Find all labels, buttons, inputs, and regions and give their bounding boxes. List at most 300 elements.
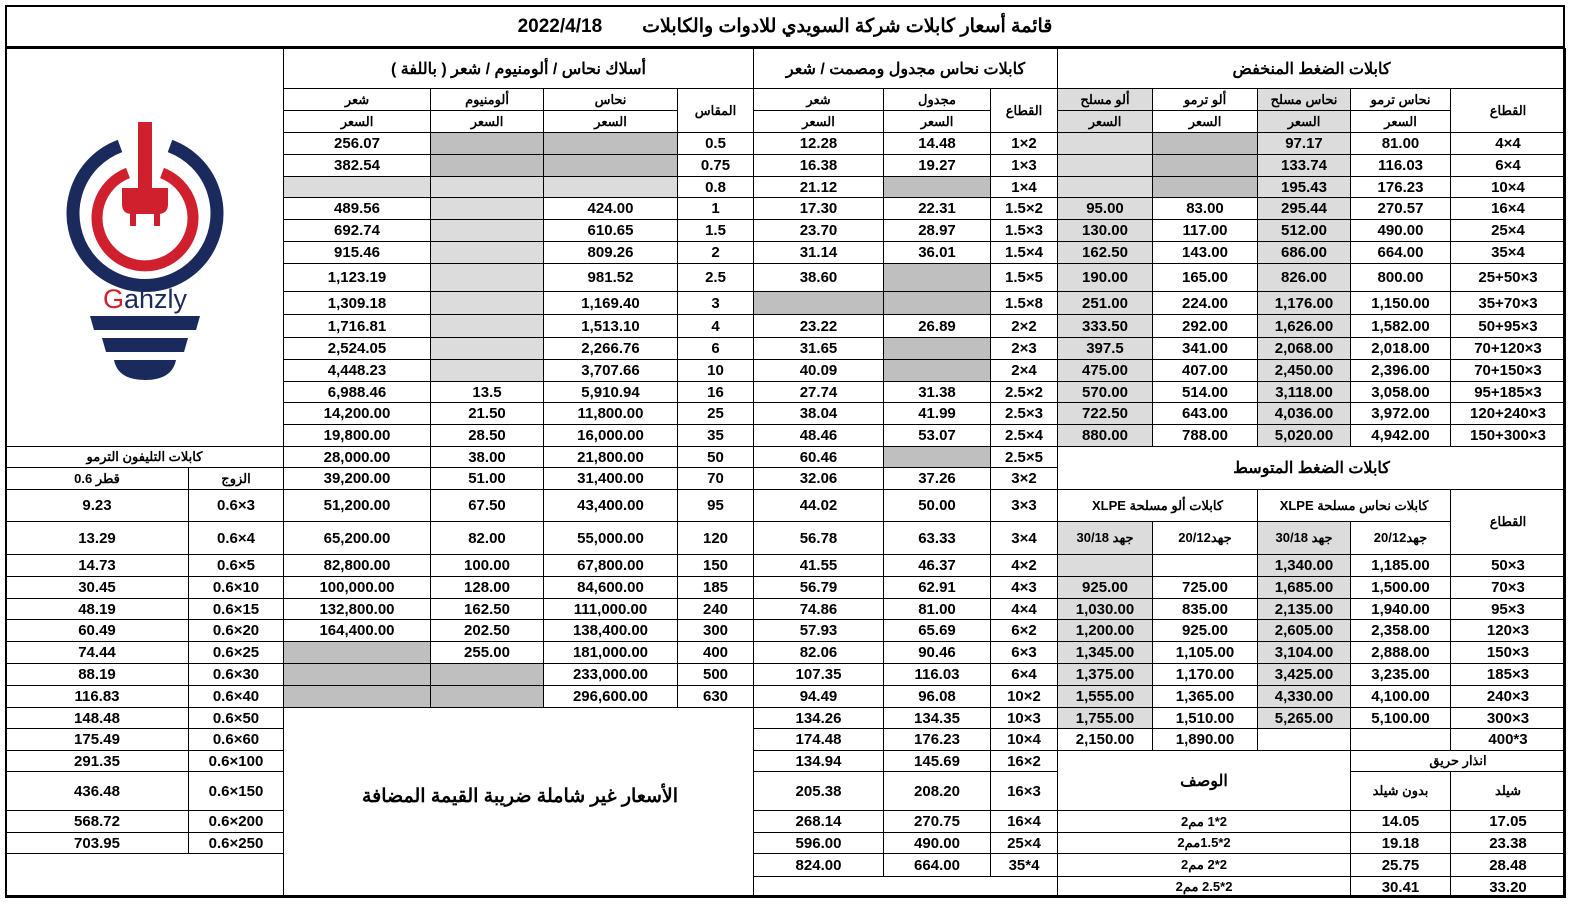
wire-aluminum-price: 21.50 xyxy=(430,402,544,425)
price-subheader: السعر xyxy=(283,110,431,133)
wires-aluminum-header: ألومنيوم xyxy=(430,88,544,111)
mv-price: 5,100.00 xyxy=(1350,707,1451,729)
copper-flex-price xyxy=(753,291,884,315)
lv-cu-armored-price: 3,118.00 xyxy=(1257,381,1351,403)
lv-section: 16×4 xyxy=(1450,197,1566,220)
mv-price: 1,365.00 xyxy=(1152,685,1258,708)
wire-flex-price: 132,800.00 xyxy=(283,598,431,620)
logo-area xyxy=(5,48,284,447)
copper-stranded-price: 176.23 xyxy=(883,728,991,751)
lv-cu-thermo-price: 2,396.00 xyxy=(1350,359,1451,382)
lv-al-thermo-price: 788.00 xyxy=(1152,424,1258,447)
phone-price: 436.48 xyxy=(5,771,189,811)
lv-al-thermo-price xyxy=(1152,176,1258,198)
phone-pair: 0.6×150 xyxy=(188,771,284,811)
wire-size: 300 xyxy=(677,619,754,642)
wire-size: 2 xyxy=(677,241,754,264)
wire-size: 2.5 xyxy=(677,263,754,292)
phone-price: 703.95 xyxy=(5,832,189,854)
copper-stranded-price: 116.03 xyxy=(883,663,991,686)
wire-copper-price: 1,513.10 xyxy=(543,314,678,338)
phone-price: 175.49 xyxy=(5,728,189,751)
copper-section-header: القطاع xyxy=(990,88,1058,133)
copper-section: 2.5×4 xyxy=(990,424,1058,447)
mv-section: 400*3 xyxy=(1450,728,1566,751)
copper-flex-price: 17.30 xyxy=(753,197,884,220)
copper-section: 1.5×8 xyxy=(990,291,1058,315)
lv-cu-thermo-price: 2,018.00 xyxy=(1350,337,1451,360)
mv-voltage-header: جهد20/12 xyxy=(1350,521,1451,555)
mv-section: 150×3 xyxy=(1450,641,1566,664)
mv-price: 1,345.00 xyxy=(1057,641,1153,664)
copper-section: 4×4 xyxy=(990,598,1058,620)
lv-cu-armored-price: 2,450.00 xyxy=(1257,359,1351,382)
lv-al-armored-price: 190.00 xyxy=(1057,263,1153,292)
copper-flex-price: 60.46 xyxy=(753,446,884,468)
lv-al-thermo-price: 83.00 xyxy=(1152,197,1258,220)
wire-aluminum-price: 100.00 xyxy=(430,554,544,577)
phone-pair: 0.6×40 xyxy=(188,685,284,708)
empty-row xyxy=(753,876,1058,898)
copper-section: 10×4 xyxy=(990,728,1058,751)
copper-section: 2.5×5 xyxy=(990,446,1058,468)
lv-section: 35×4 xyxy=(1450,241,1566,264)
wire-size: 1.5 xyxy=(677,219,754,242)
copper-flex-price: 12.28 xyxy=(753,132,884,155)
fire-unshielded-price: 25.75 xyxy=(1350,853,1451,877)
copper-stranded-price xyxy=(883,291,991,315)
phone-price: 13.29 xyxy=(5,521,189,555)
price-subheader: السعر xyxy=(543,110,678,133)
fire-shielded-price: 28.48 xyxy=(1450,853,1566,877)
wire-size: 120 xyxy=(677,521,754,555)
wire-copper-price: 296,600.00 xyxy=(543,685,678,708)
copper-flex-price: 824.00 xyxy=(753,853,884,877)
mv-section-header: القطاع xyxy=(1450,489,1566,555)
lv-section: 50+95×3 xyxy=(1450,314,1566,338)
wire-copper-price: 11,800.00 xyxy=(543,402,678,425)
wire-aluminum-price: 162.50 xyxy=(430,598,544,620)
lv-section: 25+50×3 xyxy=(1450,263,1566,292)
wire-size: 16 xyxy=(677,381,754,403)
copper-section: 35*4 xyxy=(990,853,1058,877)
mv-voltage-header: جهد 30/18 xyxy=(1057,521,1153,555)
wire-size: 630 xyxy=(677,685,754,708)
lv-al-thermo-price: 143.00 xyxy=(1152,241,1258,264)
phone-pair: 0.6×100 xyxy=(188,750,284,772)
table-frame xyxy=(5,5,1565,48)
copper-flex-price: 134.94 xyxy=(753,750,884,772)
wire-flex-price: 6,988.46 xyxy=(283,381,431,403)
phone-pair: 0.6×250 xyxy=(188,832,284,854)
mv-price: 1,510.00 xyxy=(1152,707,1258,729)
lv-cu-thermo-price: 116.03 xyxy=(1350,154,1451,177)
lv-cu-armored-price: 133.74 xyxy=(1257,154,1351,177)
phone-price: 48.19 xyxy=(5,598,189,620)
phone-pair: 0.6×4 xyxy=(188,521,284,555)
phone-price: 568.72 xyxy=(5,810,189,833)
wire-flex-price xyxy=(283,663,431,686)
wire-flex-price: 100,000.00 xyxy=(283,576,431,599)
mv-copper-xlpe-header: كابلات نحاس مسلحة XLPE xyxy=(1257,489,1451,522)
copper-stranded-price: 490.00 xyxy=(883,832,991,854)
wire-flex-price xyxy=(283,176,431,198)
copper-stranded-price: 26.89 xyxy=(883,314,991,338)
wire-aluminum-price xyxy=(430,154,544,177)
mv-price: 1,030.00 xyxy=(1057,598,1153,620)
lv-al-armored-price: 722.50 xyxy=(1057,402,1153,425)
wire-size: 70 xyxy=(677,467,754,490)
wire-flex-price: 489.56 xyxy=(283,197,431,220)
copper-section: 10×3 xyxy=(990,707,1058,729)
mv-price: 2,150.00 xyxy=(1057,728,1153,751)
phone-price: 148.48 xyxy=(5,707,189,729)
mv-aluminum-xlpe-header: كابلات ألو مسلحة XLPE xyxy=(1057,489,1258,522)
wire-aluminum-price xyxy=(430,291,544,315)
phone-diameter-header: قطر 0.6 xyxy=(5,467,189,490)
wire-size: 6 xyxy=(677,337,754,360)
wire-aluminum-price: 67.50 xyxy=(430,489,544,522)
fire-description: 2*1.5مم2 xyxy=(1057,832,1351,854)
mv-price xyxy=(1057,554,1153,577)
lv-cu-thermo-price: 1,150.00 xyxy=(1350,291,1451,315)
copper-stranded-price: 62.91 xyxy=(883,576,991,599)
wire-flex-price: 28,000.00 xyxy=(283,446,431,468)
lv-cu-thermo-price: 4,942.00 xyxy=(1350,424,1451,447)
mv-price: 5,265.00 xyxy=(1257,707,1351,729)
copper-flex-header: شعر xyxy=(753,88,884,111)
copper-stranded-price: 14.48 xyxy=(883,132,991,155)
mv-price: 1,940.00 xyxy=(1350,598,1451,620)
copper-stranded-price xyxy=(883,359,991,382)
fire-shielded-price: 33.20 xyxy=(1450,876,1566,898)
phone-pair: 0.6×5 xyxy=(188,554,284,577)
price-subheader: السعر xyxy=(1350,110,1451,133)
mv-price xyxy=(1152,554,1258,577)
wire-copper-price: 181,000.00 xyxy=(543,641,678,664)
lv-al-thermo-price xyxy=(1152,154,1258,177)
mv-section: 240×3 xyxy=(1450,685,1566,708)
copper-section: 16×3 xyxy=(990,771,1058,811)
wires-section-title: أسلاك نحاس / ألومنيوم / شعر ( باللفة ) xyxy=(283,48,754,89)
fire-shielded-header: شيلد xyxy=(1450,771,1566,811)
copper-section: 2.5×3 xyxy=(990,402,1058,425)
mv-price: 1,755.00 xyxy=(1057,707,1153,729)
copper-flex-price: 174.48 xyxy=(753,728,884,751)
wire-size: 3 xyxy=(677,291,754,315)
mv-price: 2,358.00 xyxy=(1350,619,1451,642)
mv-price: 1,340.00 xyxy=(1257,554,1351,577)
mv-section: 300×3 xyxy=(1450,707,1566,729)
copper-flex-price: 56.79 xyxy=(753,576,884,599)
wire-copper-price: 1,169.40 xyxy=(543,291,678,315)
copper-flex-price: 596.00 xyxy=(753,832,884,854)
wire-copper-price: 21,800.00 xyxy=(543,446,678,468)
fire-description: 2*2 مم2 xyxy=(1057,853,1351,877)
wire-flex-price: 256.07 xyxy=(283,132,431,155)
copper-stranded-price: 50.00 xyxy=(883,489,991,522)
copper-stranded-price: 31.38 xyxy=(883,381,991,403)
copper-stranded-price: 65.69 xyxy=(883,619,991,642)
copper-flex-price: 32.06 xyxy=(753,467,884,490)
copper-stranded-price: 19.27 xyxy=(883,154,991,177)
phone-price: 88.19 xyxy=(5,663,189,686)
wires-copper-header: نحاس xyxy=(543,88,678,111)
fire-shielded-price: 17.05 xyxy=(1450,810,1566,833)
mv-price: 2,888.00 xyxy=(1350,641,1451,664)
phone-cables-title: كابلات التليفون الترمو xyxy=(5,446,284,468)
lv-al-thermo-price xyxy=(1152,132,1258,155)
wire-copper-price: 31,400.00 xyxy=(543,467,678,490)
copper-flex-price: 38.04 xyxy=(753,402,884,425)
lv-cu-armored-price: 686.00 xyxy=(1257,241,1351,264)
copper-stranded-header: مجدول xyxy=(883,88,991,111)
lv-al-armored-price xyxy=(1057,154,1153,177)
copper-stranded-price: 28.97 xyxy=(883,219,991,242)
wire-flex-price: 51,200.00 xyxy=(283,489,431,522)
phone-pair: 0.6×3 xyxy=(188,489,284,522)
wire-aluminum-price xyxy=(430,241,544,264)
copper-section: 3×2 xyxy=(990,467,1058,490)
empty-area xyxy=(5,853,284,898)
svg-text:Gahzly: Gahzly xyxy=(102,284,188,314)
lv-cu-thermo-price: 490.00 xyxy=(1350,219,1451,242)
wire-copper-price: 981.52 xyxy=(543,263,678,292)
lv-section: 35+70×3 xyxy=(1450,291,1566,315)
wire-size: 50 xyxy=(677,446,754,468)
lv-cu-armored-price: 1,626.00 xyxy=(1257,314,1351,338)
lv-al-armored-price xyxy=(1057,176,1153,198)
copper-stranded-price: 145.69 xyxy=(883,750,991,772)
copper-flex-price: 27.74 xyxy=(753,381,884,403)
wire-copper-price: 5,910.94 xyxy=(543,381,678,403)
phone-pair: 0.6×60 xyxy=(188,728,284,751)
copper-section: 4×3 xyxy=(990,576,1058,599)
lv-cu-thermo-price: 270.57 xyxy=(1350,197,1451,220)
fire-unshielded-header: بدون شيلد xyxy=(1350,771,1451,811)
lv-al-armored-price: 475.00 xyxy=(1057,359,1153,382)
mv-price: 925.00 xyxy=(1057,576,1153,599)
lv-al-armored-price xyxy=(1057,132,1153,155)
mv-price: 1,685.00 xyxy=(1257,576,1351,599)
lv-section-header: القطاع xyxy=(1450,88,1566,133)
copper-flex-price: 31.65 xyxy=(753,337,884,360)
copper-stranded-price: 96.08 xyxy=(883,685,991,708)
lv-al-armored-price: 880.00 xyxy=(1057,424,1153,447)
phone-pair: 0.6×30 xyxy=(188,663,284,686)
copper-stranded-price: 270.75 xyxy=(883,810,991,833)
copper-section: 6×4 xyxy=(990,663,1058,686)
copper-stranded-price: 53.07 xyxy=(883,424,991,447)
lv-al-thermo-header: ألو ترمو xyxy=(1152,88,1258,111)
wire-aluminum-price: 51.00 xyxy=(430,467,544,490)
price-subheader: السعر xyxy=(753,110,884,133)
copper-flex-price: 205.38 xyxy=(753,771,884,811)
lv-cu-thermo-header: نحاس ترمو xyxy=(1350,88,1451,111)
wire-copper-price: 610.65 xyxy=(543,219,678,242)
wire-aluminum-price: 13.5 xyxy=(430,381,544,403)
copper-flex-price: 40.09 xyxy=(753,359,884,382)
copper-section: 1×3 xyxy=(990,154,1058,177)
mv-price: 725.00 xyxy=(1152,576,1258,599)
copper-stranded-price: 134.35 xyxy=(883,707,991,729)
wire-flex-price: 915.46 xyxy=(283,241,431,264)
wire-copper-price: 43,400.00 xyxy=(543,489,678,522)
wire-flex-price xyxy=(283,685,431,708)
price-subheader: السعر xyxy=(1257,110,1351,133)
copper-flex-price: 48.46 xyxy=(753,424,884,447)
copper-section: 1.5×3 xyxy=(990,219,1058,242)
mv-price: 4,330.00 xyxy=(1257,685,1351,708)
wire-size: 0.75 xyxy=(677,154,754,177)
lv-section: 10×4 xyxy=(1450,176,1566,198)
wire-aluminum-price xyxy=(430,219,544,242)
mv-voltage-header: جهد20/12 xyxy=(1152,521,1258,555)
wire-size: 0.8 xyxy=(677,176,754,198)
price-subheader: السعر xyxy=(1152,110,1258,133)
mv-section: 70×3 xyxy=(1450,576,1566,599)
wire-size: 35 xyxy=(677,424,754,447)
copper-stranded-price xyxy=(883,446,991,468)
fire-unshielded-price: 19.18 xyxy=(1350,832,1451,854)
wire-copper-price: 84,600.00 xyxy=(543,576,678,599)
mv-price: 835.00 xyxy=(1152,598,1258,620)
wire-flex-price: 382.54 xyxy=(283,154,431,177)
wire-aluminum-price xyxy=(430,359,544,382)
lv-cu-armored-price: 512.00 xyxy=(1257,219,1351,242)
mv-price: 1,890.00 xyxy=(1152,728,1258,751)
lv-cu-armored-price: 2,068.00 xyxy=(1257,337,1351,360)
wire-size: 4 xyxy=(677,314,754,338)
wire-copper-price xyxy=(543,154,678,177)
wire-flex-price: 39,200.00 xyxy=(283,467,431,490)
lv-cu-thermo-price: 3,058.00 xyxy=(1350,381,1451,403)
phone-price: 9.23 xyxy=(5,489,189,522)
wire-flex-price: 1,716.81 xyxy=(283,314,431,338)
wire-flex-price: 164,400.00 xyxy=(283,619,431,642)
copper-stranded-price: 208.20 xyxy=(883,771,991,811)
copper-stranded-price: 36.01 xyxy=(883,241,991,264)
lv-al-thermo-price: 117.00 xyxy=(1152,219,1258,242)
wire-size: 400 xyxy=(677,641,754,664)
copper-cables-section-title: كابلات نحاس مجدول ومصمت / شعر xyxy=(753,48,1058,89)
mv-price xyxy=(1350,728,1451,751)
wire-size: 1 xyxy=(677,197,754,220)
copper-stranded-price: 63.33 xyxy=(883,521,991,555)
mv-section: 185×3 xyxy=(1450,663,1566,686)
wire-flex-price: 65,200.00 xyxy=(283,521,431,555)
mv-price: 1,170.00 xyxy=(1152,663,1258,686)
copper-section: 1×4 xyxy=(990,176,1058,198)
lv-cu-thermo-price: 3,972.00 xyxy=(1350,402,1451,425)
wire-size: 240 xyxy=(677,598,754,620)
lv-section: 4×4 xyxy=(1450,132,1566,155)
phone-pair: 0.6×20 xyxy=(188,619,284,642)
lv-al-armored-price: 130.00 xyxy=(1057,219,1153,242)
wire-copper-price: 3,707.66 xyxy=(543,359,678,382)
lv-al-armored-price: 251.00 xyxy=(1057,291,1153,315)
wire-aluminum-price: 28.50 xyxy=(430,424,544,447)
price-subheader: السعر xyxy=(1057,110,1153,133)
mv-section: 50×3 xyxy=(1450,554,1566,577)
lv-cu-thermo-price: 81.00 xyxy=(1350,132,1451,155)
lv-section: 6×4 xyxy=(1450,154,1566,177)
wire-flex-price: 4,448.23 xyxy=(283,359,431,382)
wire-aluminum-price xyxy=(430,132,544,155)
copper-section: 6×2 xyxy=(990,619,1058,642)
vat-note: الأسعار غير شاملة ضريبة القيمة المضافة xyxy=(361,786,679,807)
lv-cu-armored-price: 97.17 xyxy=(1257,132,1351,155)
copper-stranded-price xyxy=(883,176,991,198)
wire-copper-price: 67,800.00 xyxy=(543,554,678,577)
phone-pair: 0.6×50 xyxy=(188,707,284,729)
mv-price: 1,500.00 xyxy=(1350,576,1451,599)
fire-alarm-title: انذار حريق xyxy=(1350,750,1566,772)
mv-section: 120×3 xyxy=(1450,619,1566,642)
wire-copper-price xyxy=(543,176,678,198)
wire-size: 185 xyxy=(677,576,754,599)
lv-al-thermo-price: 165.00 xyxy=(1152,263,1258,292)
lv-cu-armored-price: 195.43 xyxy=(1257,176,1351,198)
copper-flex-price: 31.14 xyxy=(753,241,884,264)
fire-unshielded-price: 30.41 xyxy=(1350,876,1451,898)
wire-copper-price: 424.00 xyxy=(543,197,678,220)
phone-pair: 0.6×10 xyxy=(188,576,284,599)
copper-stranded-price xyxy=(883,263,991,292)
copper-flex-price: 44.02 xyxy=(753,489,884,522)
lv-al-thermo-price: 341.00 xyxy=(1152,337,1258,360)
price-subheader: السعر xyxy=(430,110,544,133)
copper-stranded-price: 46.37 xyxy=(883,554,991,577)
wire-copper-price: 809.26 xyxy=(543,241,678,264)
mv-price: 1,185.00 xyxy=(1350,554,1451,577)
phone-pair: 0.6×200 xyxy=(188,810,284,833)
lv-al-armored-price: 397.5 xyxy=(1057,337,1153,360)
wire-flex-price: 1,123.19 xyxy=(283,263,431,292)
lv-cu-thermo-price: 800.00 xyxy=(1350,263,1451,292)
wire-flex-price: 14,200.00 xyxy=(283,402,431,425)
date: 2022/4/18 xyxy=(517,15,603,37)
mv-price: 925.00 xyxy=(1152,619,1258,642)
copper-section: 2.5×2 xyxy=(990,381,1058,403)
wire-copper-price: 2,266.76 xyxy=(543,337,678,360)
lv-al-armored-header: ألو مسلح xyxy=(1057,88,1153,111)
phone-pair-header: الزوج xyxy=(188,467,284,490)
wire-aluminum-price xyxy=(430,663,544,686)
lv-al-thermo-price: 292.00 xyxy=(1152,314,1258,338)
wire-flex-price: 1,309.18 xyxy=(283,291,431,315)
wire-copper-price: 138,400.00 xyxy=(543,619,678,642)
fire-unshielded-price: 14.05 xyxy=(1350,810,1451,833)
mv-section: 95×3 xyxy=(1450,598,1566,620)
copper-section: 1.5×4 xyxy=(990,241,1058,264)
phone-pair: 0.6×15 xyxy=(188,598,284,620)
lv-section: 70+120×3 xyxy=(1450,337,1566,360)
lv-cu-armored-price: 826.00 xyxy=(1257,263,1351,292)
mv-price: 3,425.00 xyxy=(1257,663,1351,686)
lv-cu-armored-price: 295.44 xyxy=(1257,197,1351,220)
wire-aluminum-price xyxy=(430,197,544,220)
fire-description: 2*2.5 مم2 xyxy=(1057,876,1351,898)
fire-description: 2*1 مم2 xyxy=(1057,810,1351,833)
phone-price: 291.35 xyxy=(5,750,189,772)
price-subheader: السعر xyxy=(883,110,991,133)
mv-price: 1,200.00 xyxy=(1057,619,1153,642)
copper-section: 1.5×2 xyxy=(990,197,1058,220)
phone-price: 74.44 xyxy=(5,641,189,664)
mv-voltage-header: جهد 30/18 xyxy=(1257,521,1351,555)
wire-aluminum-price xyxy=(430,314,544,338)
